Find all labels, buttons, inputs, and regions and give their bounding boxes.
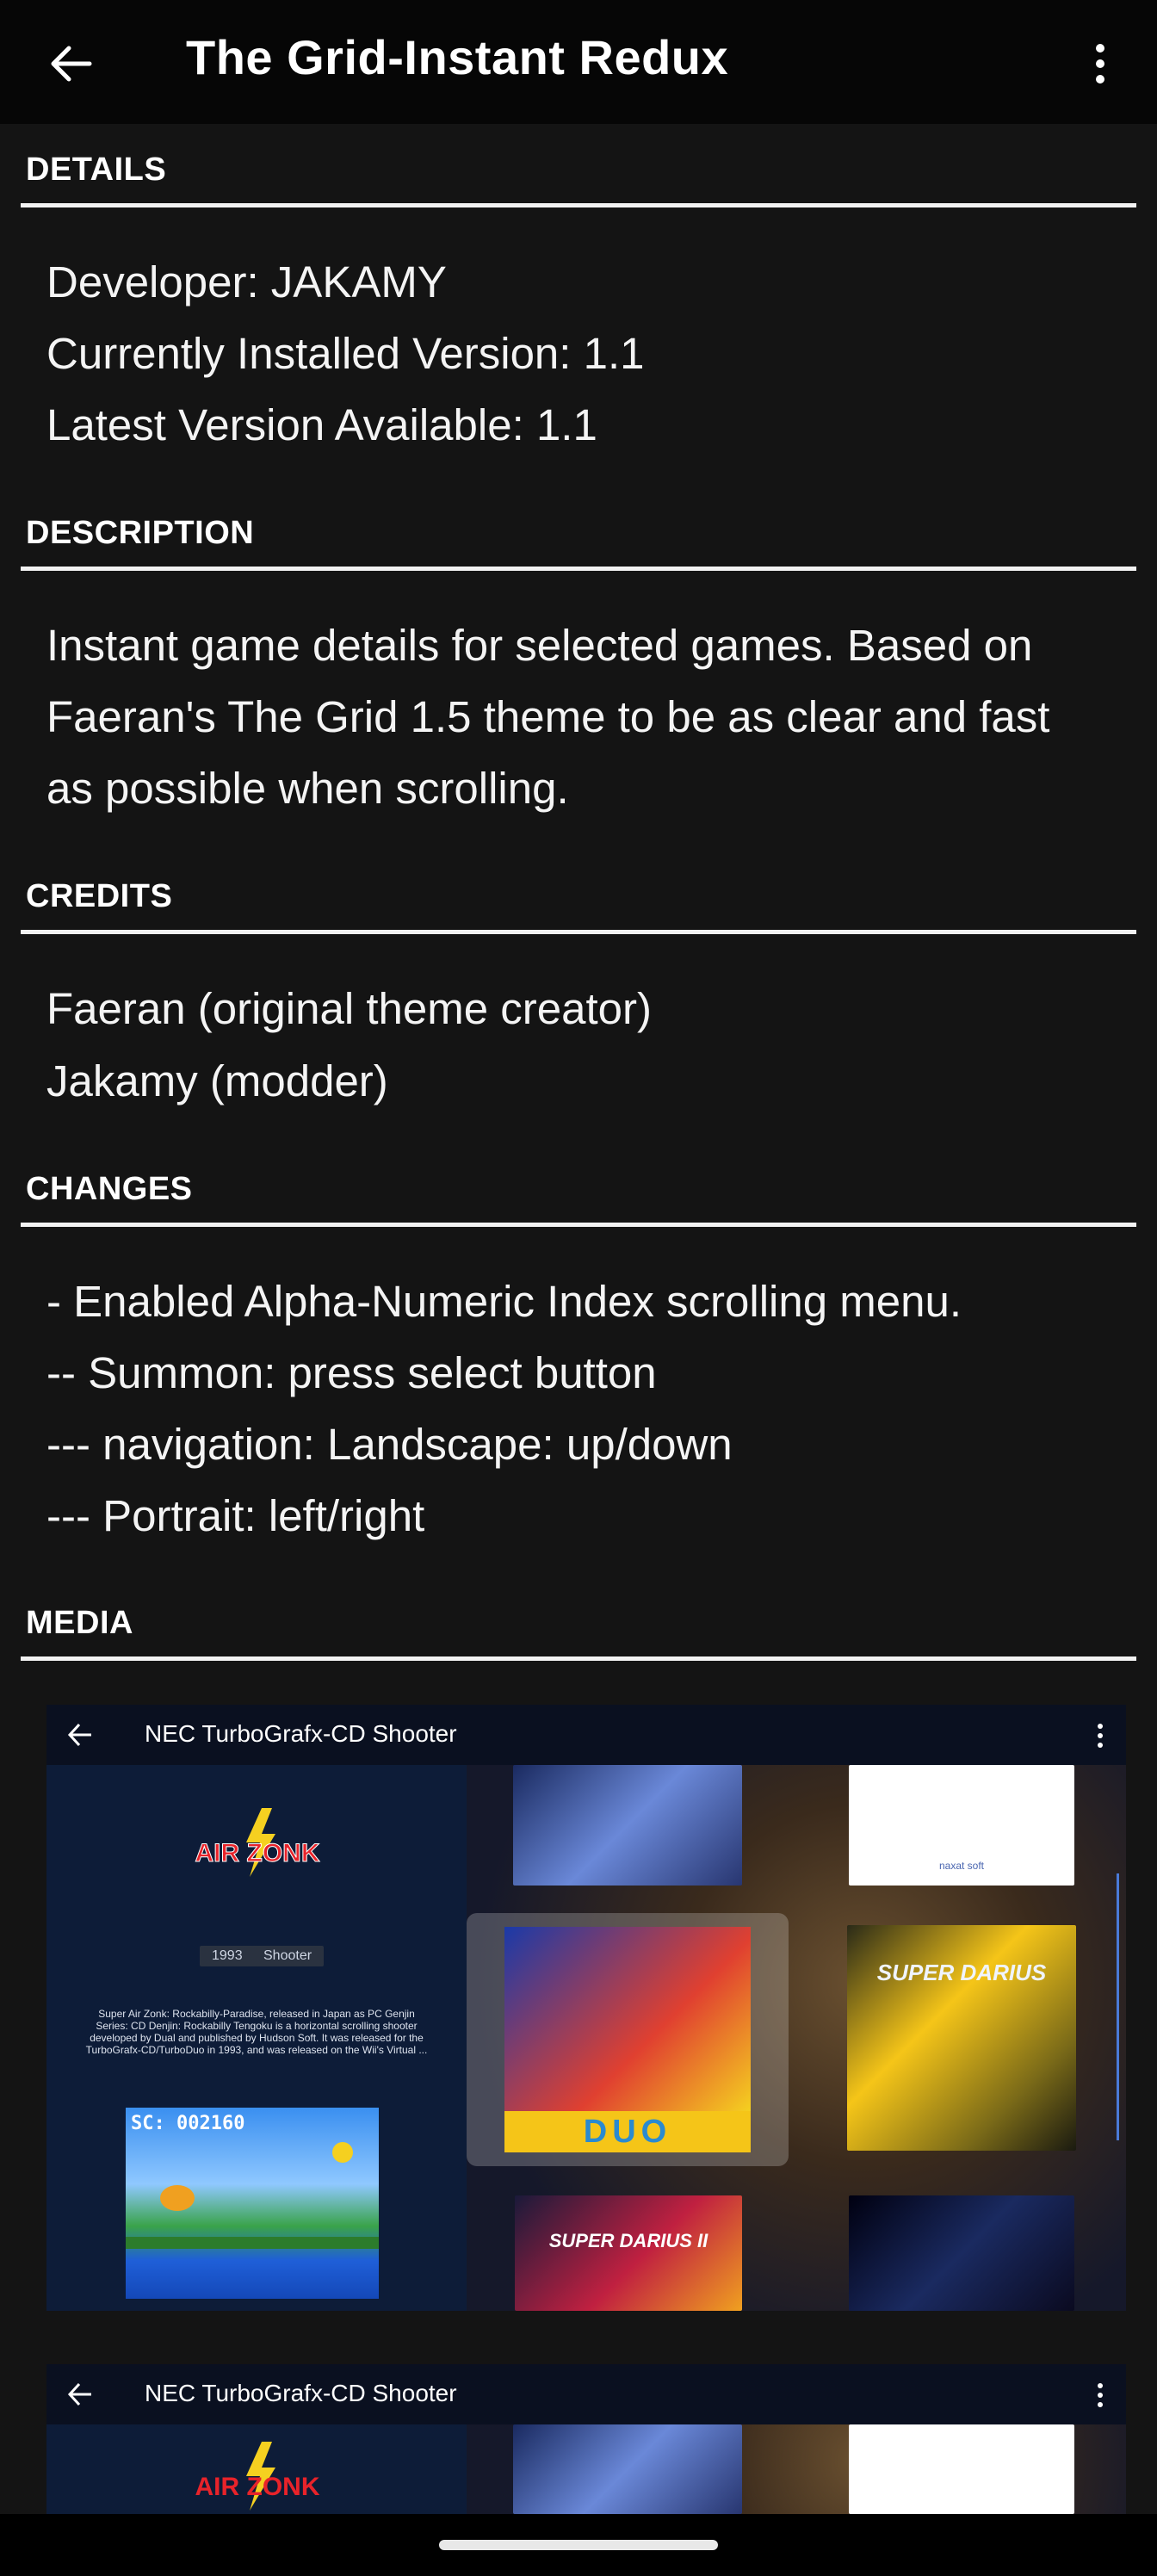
tile-label: DUO: [583, 2113, 672, 2150]
game-blurb: Super Air Zonk: Rockabilly-Paradise, released in Japan as PC Genjin Series: CD Denjin: Rockabilly Tengoku is a horizontal scrolling shooter developed by Dual and published by Hudson Soft. It was released for the TurboGrafx-CD/TurboDuo in 1993, and was released on the Wii's Virtual ...: [85, 2008, 428, 2056]
tile-label: SUPER DARIUS II: [548, 2230, 708, 2251]
screenshot-title: NEC TurboGrafx-CD Shooter: [145, 1720, 457, 1747]
more-options-icon: [1093, 1722, 1107, 1749]
description-heading: DESCRIPTION: [26, 515, 255, 551]
developer-text: Developer: JAKAMY: [46, 257, 447, 307]
page-title: The Grid-Instant Redux: [186, 30, 729, 84]
description-divider: [21, 567, 1136, 571]
media-screenshot[interactable]: [46, 1705, 1126, 2311]
back-arrow-icon: [65, 2380, 95, 2409]
credit-line: Jakamy (modder): [46, 1056, 388, 1105]
game-tile: [515, 2195, 742, 2311]
more-options-icon: [1093, 2381, 1107, 2409]
tile-label: SUPER DARIUS: [876, 1960, 1047, 1985]
change-line: --- navigation: Landscape: up/down: [46, 1420, 733, 1469]
credits-divider: [21, 930, 1136, 934]
genre-chip: Shooter: [251, 1946, 324, 1966]
scrollbar: [1117, 1873, 1119, 2140]
game-detail-panel: [46, 1765, 467, 2311]
home-gesture-handle[interactable]: [439, 2540, 718, 2550]
selected-game-highlight: [467, 1913, 789, 2166]
media-heading: MEDIA: [26, 1605, 133, 1641]
gameplay-preview: [126, 2108, 379, 2299]
game-tile: [849, 1765, 1074, 1886]
details-heading: DETAILS: [26, 152, 167, 188]
description-line: Faeran's The Grid 1.5 theme to be as clear and fast: [46, 692, 1050, 741]
score-readout: SC: 002160: [131, 2113, 245, 2134]
game-tile: [849, 2195, 1074, 2311]
year-chip: 1993: [200, 1946, 255, 1966]
duo-banner: [504, 2111, 751, 2152]
screenshot-app-bar: [46, 2364, 1126, 2424]
back-arrow-icon[interactable]: [38, 31, 103, 96]
game-tile: [847, 1925, 1076, 2151]
change-line: --- Portrait: left/right: [46, 1491, 425, 1540]
details-divider: [21, 203, 1136, 207]
change-line: - Enabled Alpha-Numeric Index scrolling menu.: [46, 1277, 962, 1326]
changes-heading: CHANGES: [26, 1171, 193, 1207]
media-divider: [21, 1656, 1136, 1661]
more-options-icon[interactable]: [1071, 31, 1129, 96]
screenshot-app-bar: [46, 1705, 1126, 1765]
credit-line: Faeran (original theme creator): [46, 984, 652, 1033]
installed-version-text: Currently Installed Version: 1.1: [46, 329, 645, 378]
air-zonk-logo: [193, 1808, 322, 1886]
app-bar: [0, 0, 1157, 124]
game-tile: [513, 2424, 742, 2514]
credits-heading: CREDITS: [26, 878, 173, 914]
game-tile: [849, 2424, 1074, 2514]
logo-text: AIR ZONK: [195, 1839, 320, 1867]
game-tile: [513, 1765, 742, 1886]
air-zonk-logo: [193, 2442, 322, 2514]
screenshot-title: NEC TurboGrafx-CD Shooter: [145, 2380, 457, 2406]
tile-label: naxat soft: [938, 1860, 985, 1872]
logo-text: AIR ZONK: [195, 2473, 320, 2501]
latest-version-text: Latest Version Available: 1.1: [46, 400, 597, 449]
game-grid: [467, 2424, 1126, 2514]
media-screenshot[interactable]: [46, 2364, 1126, 2514]
change-line: -- Summon: press select button: [46, 1348, 657, 1397]
description-line: as possible when scrolling.: [46, 764, 569, 813]
game-detail-panel: [46, 2424, 467, 2514]
back-arrow-icon: [65, 1720, 95, 1749]
changes-divider: [21, 1223, 1136, 1227]
game-grid: [467, 1765, 1126, 2311]
cover-art: [504, 1927, 751, 2111]
description-line: Instant game details for selected games. Based on: [46, 621, 1033, 670]
